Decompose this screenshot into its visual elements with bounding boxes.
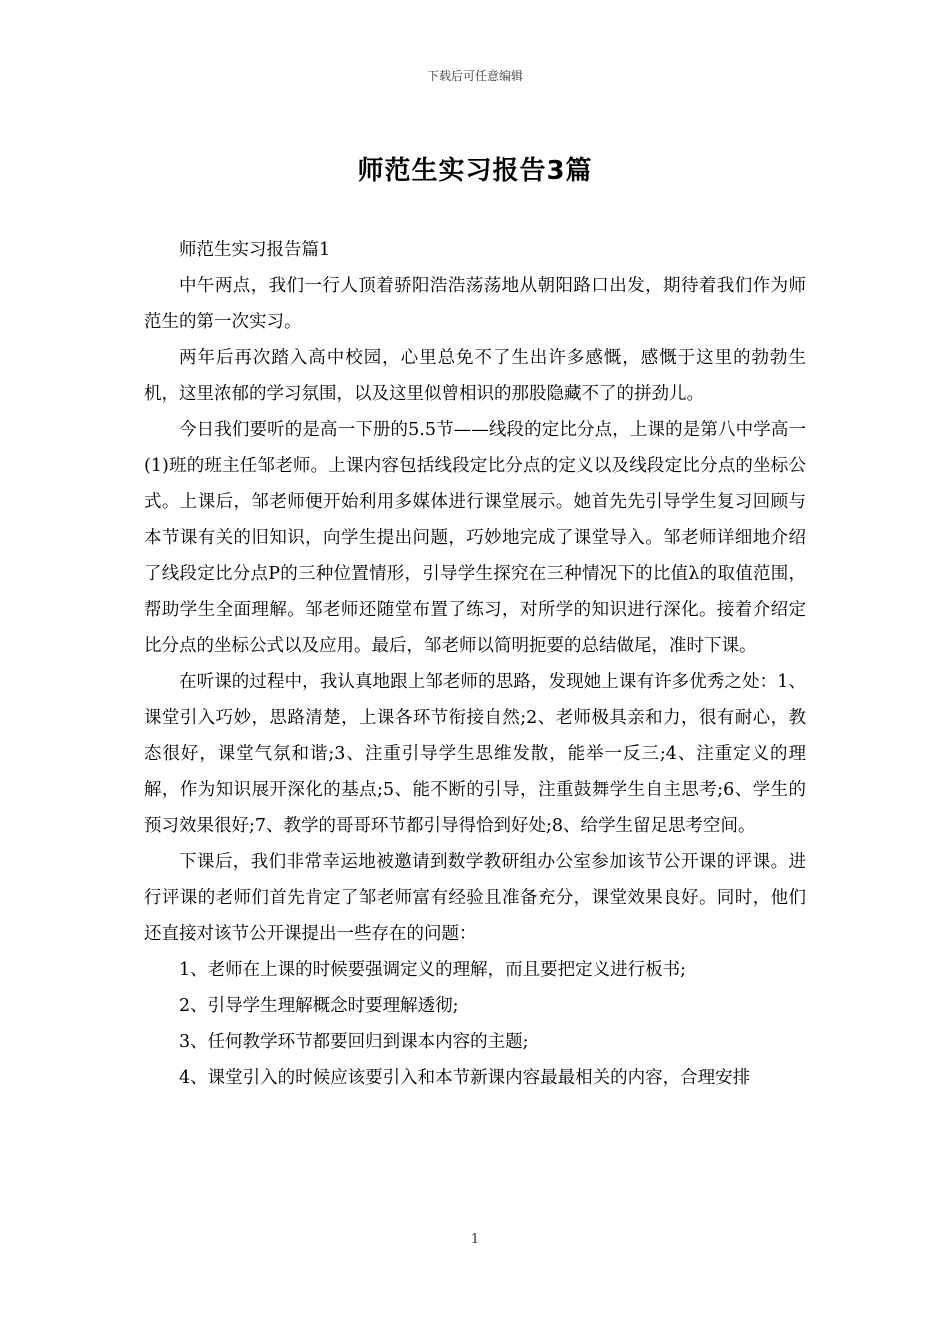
paragraph: 中午两点，我们一行人顶着骄阳浩浩荡荡地从朝阳路口出发，期待着我们作为师范生的第一次实习。 [144,276,806,332]
paragraph: 在听课的过程中，我认真地跟上邹老师的思路，发现她上课有许多优秀之处：1、课堂引入巧妙，思路清楚，上课各环节衔接自然;2、老师极具亲和力，很有耐心，教态很好，课堂气氛和谐;3、注重引导学生思维发散，能举一反三;4、注重定义的理解，作为知识展开深化的基点;5、能不断的引导，注重鼓舞学生自主思考;6、学生的预习效果很好;7、教学的哥哥环节都引导得恰到好处;8、给学生留足思考空间。 [144,672,806,836]
page-number: 1 [470,1232,480,1247]
header-note: 下载后可任意编辑 [426,69,523,83]
paragraph: 今日我们要听的是高一下册的5.5节——线段的定比分点，上课的是第八中学高一(1)班的班主任邹老师。上课内容包括线段定比分点的定义以及线段定比分点的坐标公式。上课后，邹老师便开始利用多媒体进行课堂展示。她首先先引导学生复习回顾与本节课有关的旧知识，向学生提出问题，巧妙地完成了课堂导入。邹老师详细地介绍了线段定比分点P的三种位置情形，引导学生探究在三种情况下的比值λ的取值范围，帮助学生全面理解。邹老师还随堂布置了练习，对所学的知识进行深化。接着介绍定比分点的坐标公式以及应用。最后，邹老师以简明扼要的总结做尾，准时下课。 [144,420,806,656]
section-heading: 师范生实习报告篇1 [179,240,331,260]
paragraph: 下课后，我们非常幸运地被邀请到数学教研组办公室参加该节公开课的评课。进行评课的老师们首先肯定了邹老师富有经验且准备充分，课堂效果良好。同时，他们还直接对该节公开课提出一些存在的问题： [144,852,806,944]
list-item: 2、引导学生理解概念时要理解透彻; [179,996,459,1016]
list-item: 3、任何教学环节都要回归到课本内容的主题; [179,1032,529,1052]
list-item: 4、课堂引入的时候应该要引入和本节新课内容最最相关的内容，合理安排 [179,1068,751,1088]
document-title: 师范生实习报告3篇 [357,156,593,186]
document-body [144,232,806,1096]
list-item: 1、老师在上课的时候要强调定义的理解，而且要把定义进行板书; [179,960,687,980]
paragraph: 两年后再次踏入高中校园，心里总免不了生出许多感慨，感慨于这里的勃勃生机，这里浓郁的学习氛围，以及这里似曾相识的那股隐藏不了的拼劲儿。 [144,348,806,404]
